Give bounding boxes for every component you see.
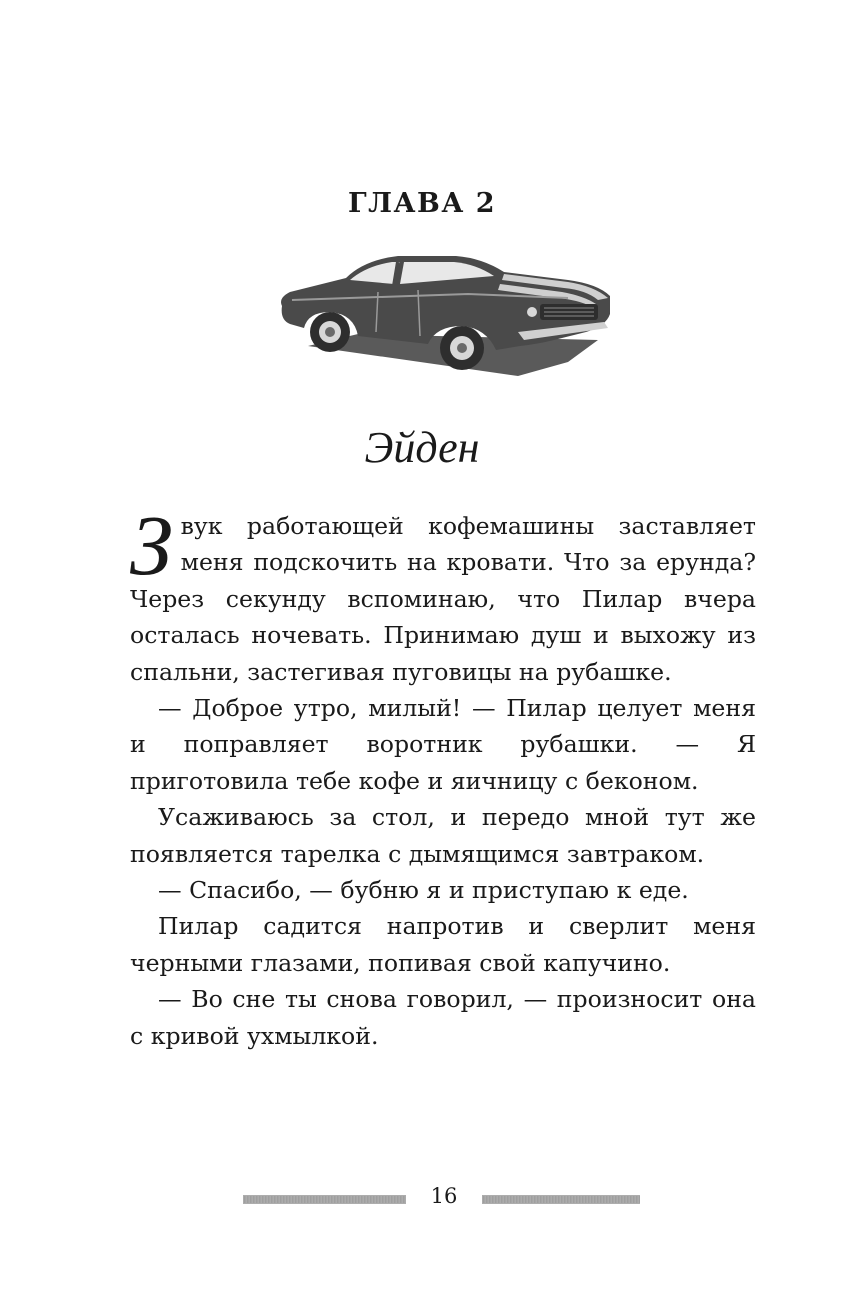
car-illustration — [268, 248, 616, 380]
footer-ornament-right — [482, 1195, 640, 1204]
paragraph: — Во сне ты снова говорил, — произносит она с кривой ухмылкой. — [130, 985, 756, 1050]
drop-cap: З — [130, 497, 173, 593]
footer-ornament-left — [243, 1195, 406, 1204]
paragraph: — Доброе утро, милый! — Пилар целует меня и поправляет воротник рубашки. — Я приготовила тебе кофе и яичницу с беконом. — [130, 694, 756, 795]
page-footer — [0, 1182, 844, 1216]
paragraph: Усаживаюсь за стол, и передо мной тут же появляется тарелка с дымящимся завтраком. — [130, 803, 756, 868]
chapter-heading: ГЛАВА 2 — [347, 188, 496, 219]
paragraph: Пилар садится напротив и сверлит меня черными глазами, попивая свой капучино. — [130, 912, 756, 977]
paragraph: — Спасибо, — бубню я и приступаю к еде. — [158, 876, 689, 905]
character-name: Эйден — [364, 423, 480, 472]
page-number: 16 — [430, 1184, 458, 1208]
body-text — [130, 497, 756, 1054]
paragraph-text: вук работающей кофемашины заставляет меня подскочить на кровати. Что за ерунда? Через секунду вспоминаю, что Пилар вчера осталась ночевать. Принимаю душ и выхожу из спальни, застегивая пуговицы на рубашке. — [130, 512, 756, 686]
paragraph — [130, 497, 756, 690]
